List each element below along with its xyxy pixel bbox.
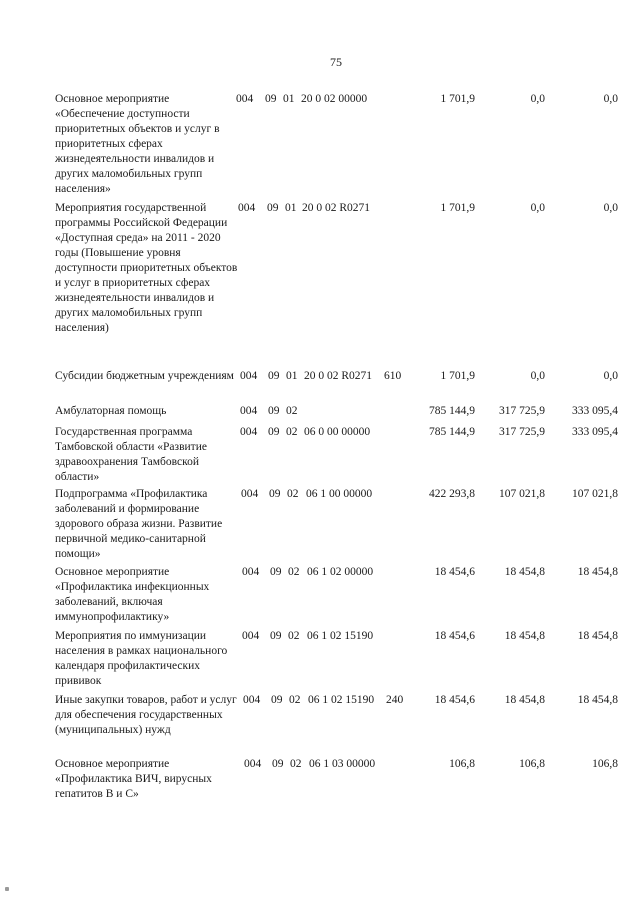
code-pr: 02 <box>289 694 301 706</box>
row-name: Основное мероприятие «Профилактика инфекционных заболеваний, включая иммунопрофилактику» <box>55 566 210 623</box>
code-csr: 06 0 00 00000 <box>304 426 371 438</box>
row-name: Субсидии бюджетным учреждениям <box>55 370 234 382</box>
row-name: Основное мероприятие «Профилактика ВИЧ, вирусных гепатитов В и С» <box>55 758 212 800</box>
value-year-3: 106,8 <box>592 758 618 770</box>
code-rz: 09 <box>267 202 279 214</box>
code-adm: 004 <box>238 202 256 214</box>
code-pr: 02 <box>287 488 299 500</box>
code-csr: 06 1 02 15190 <box>308 694 375 706</box>
code-rz: 09 <box>269 488 281 500</box>
value-year-2: 106,8 <box>519 758 545 770</box>
code-adm: 004 <box>243 694 261 706</box>
code-rz: 09 <box>268 426 280 438</box>
value-year-3: 0,0 <box>603 202 618 214</box>
code-pr: 02 <box>290 758 302 770</box>
value-year-1: 1 701,9 <box>440 93 475 105</box>
value-year-3: 0,0 <box>603 93 618 105</box>
value-year-2: 18 454,8 <box>504 694 545 706</box>
row-name: Мероприятия по иммунизации населения в рамках национального календаря профилактических прививок <box>55 630 228 687</box>
value-year-3: 18 454,8 <box>577 630 618 642</box>
code-rz: 09 <box>270 566 282 578</box>
value-year-3: 0,0 <box>603 370 618 382</box>
code-csr: 06 1 02 15190 <box>307 630 374 642</box>
code-pr: 02 <box>286 405 298 417</box>
value-year-2: 18 454,8 <box>504 566 545 578</box>
value-year-2: 317 725,9 <box>499 405 545 417</box>
value-year-3: 107 021,8 <box>572 488 618 500</box>
code-adm: 004 <box>242 566 260 578</box>
value-year-1: 785 144,9 <box>429 405 475 417</box>
code-adm: 004 <box>240 405 258 417</box>
value-year-3: 333 095,4 <box>572 405 618 417</box>
code-pr: 01 <box>285 202 297 214</box>
code-pr: 01 <box>286 370 298 382</box>
code-rz: 09 <box>272 758 284 770</box>
code-adm: 004 <box>241 488 259 500</box>
value-year-2: 18 454,8 <box>504 630 545 642</box>
code-adm: 004 <box>236 93 254 105</box>
code-rz: 09 <box>271 694 283 706</box>
value-year-1: 18 454,6 <box>434 566 475 578</box>
code-adm: 004 <box>240 426 258 438</box>
value-year-1: 785 144,9 <box>429 426 475 438</box>
value-year-1: 1 701,9 <box>440 370 475 382</box>
code-pr: 02 <box>288 630 300 642</box>
value-year-1: 422 293,8 <box>429 488 475 500</box>
row-name: Основное мероприятие «Обеспечение доступности приоритетных объектов и услуг в приоритетных сферах жизнедеятельности инвалидов и других маломобильных групп населения» <box>55 93 220 195</box>
value-year-2: 0,0 <box>530 370 545 382</box>
code-vr: 610 <box>384 370 402 382</box>
value-year-1: 18 454,6 <box>434 630 475 642</box>
code-csr: 20 0 02 R0271 <box>302 202 371 214</box>
value-year-3: 18 454,8 <box>577 566 618 578</box>
code-rz: 09 <box>268 405 280 417</box>
scan-speck <box>5 887 9 891</box>
row-name: Амбулаторная помощь <box>55 405 167 417</box>
code-adm: 004 <box>240 370 258 382</box>
value-year-1: 106,8 <box>449 758 475 770</box>
code-adm: 004 <box>244 758 262 770</box>
code-csr: 20 0 02 R0271 <box>304 370 373 382</box>
code-vr: 240 <box>386 694 404 706</box>
code-pr: 02 <box>286 426 298 438</box>
value-year-1: 18 454,6 <box>434 694 475 706</box>
code-csr: 06 1 03 00000 <box>309 758 376 770</box>
code-csr: 06 1 02 00000 <box>307 566 374 578</box>
code-adm: 004 <box>242 630 260 642</box>
code-pr: 01 <box>283 93 295 105</box>
code-csr: 06 1 00 00000 <box>306 488 373 500</box>
code-pr: 02 <box>288 566 300 578</box>
code-rz: 09 <box>268 370 280 382</box>
code-rz: 09 <box>265 93 277 105</box>
value-year-3: 18 454,8 <box>577 694 618 706</box>
row-name: Подпрограмма «Профилактика заболеваний и формирование здорового образа жизни. Развитие первичной медико-санитарной помощи» <box>55 488 223 560</box>
page-number: 75 <box>330 55 342 69</box>
row-name: Государственная программа Тамбовской области «Развитие здравоохранения Тамбовской области» <box>55 426 207 483</box>
code-csr: 20 0 02 00000 <box>301 93 368 105</box>
value-year-2: 0,0 <box>530 202 545 214</box>
value-year-1: 1 701,9 <box>440 202 475 214</box>
row-name: Иные закупки товаров, работ и услуг для обеспечения государственных (муниципальных) нужд <box>55 694 237 736</box>
value-year-3: 333 095,4 <box>572 426 618 438</box>
value-year-2: 0,0 <box>530 93 545 105</box>
value-year-2: 317 725,9 <box>499 426 545 438</box>
value-year-2: 107 021,8 <box>499 488 545 500</box>
row-name: Мероприятия государственной программы Российской Федерации «Доступная среда» на 2011 - 2020 годы (Повышение уровня доступности приоритетных объектов и услуг в приоритетных сферах жизнедеятельности инвалидов и других маломобильных групп населения) <box>55 202 238 334</box>
code-rz: 09 <box>270 630 282 642</box>
